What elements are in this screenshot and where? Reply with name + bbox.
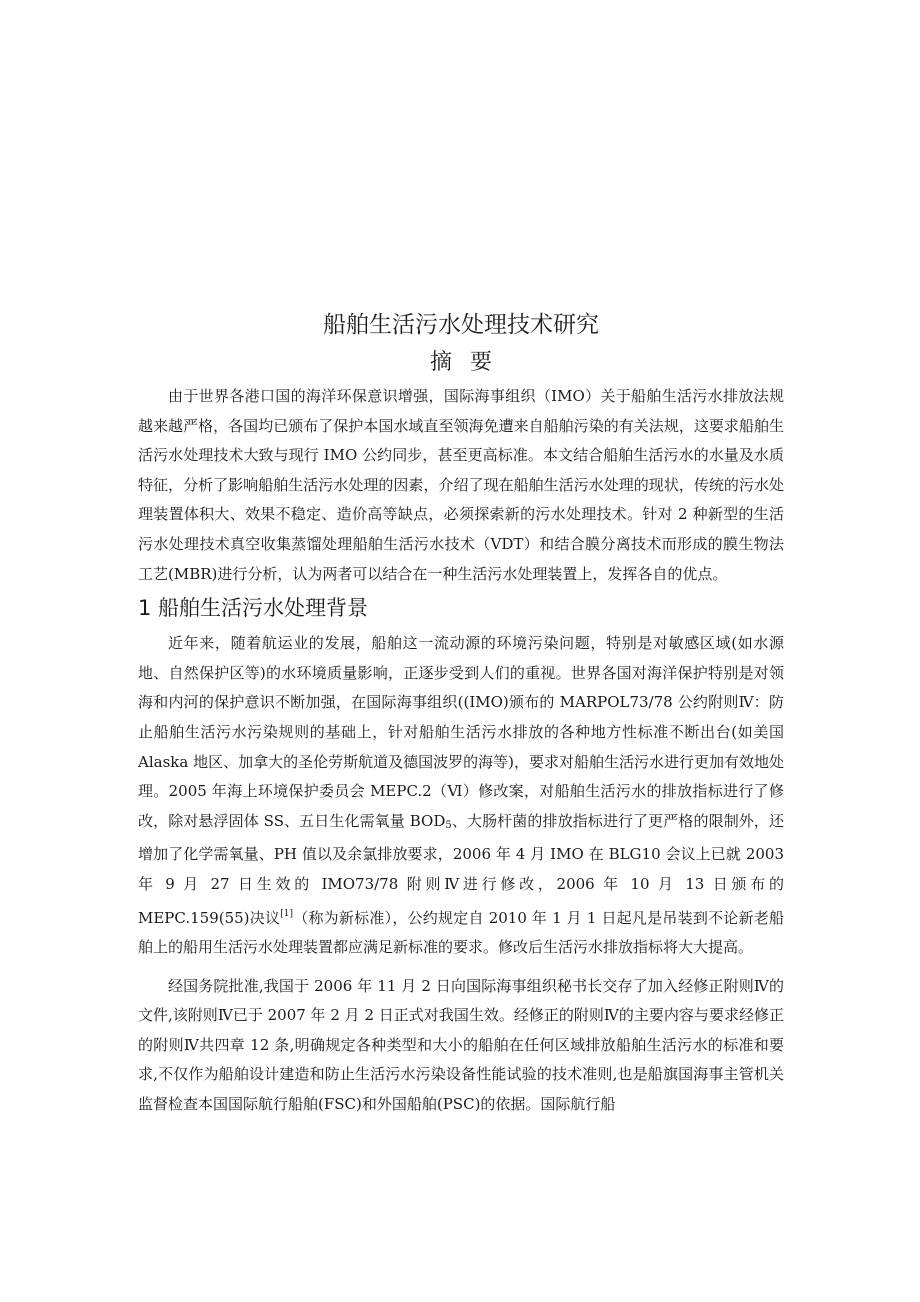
paragraph-text: 、大肠杆菌的排放指标进行了更严格的限制外，还增加了化学需氧量、PH 值以及余氯排放要求，2006 年 4 月 IMO 在 BLG10 会议上已就 2003 年 9 月 27 日生效的 IMO73/78 附则Ⅳ进行修改，2006 年 10 月 13 日颁布的 MEPC.159(55)决议 xyxy=(138,811,784,927)
document-title: 船舶生活污水处理技术研究 xyxy=(323,312,599,338)
paragraph-text: （称为新标准），公约规定自 2010 年 1 月 1 日起凡是吊装到不论新老船舶上的船用生活污水处理装置都应满足新标准的要求。修改后生活污水排放指标将大大提高。 xyxy=(138,908,784,957)
section-1-paragraph-2: 经国务院批准,我国于 2006 年 11 月 2 日向国际海事组织秘书长交存了加入经修正附则Ⅳ的文件,该附则Ⅳ已于 2007 年 2 月 2 日正式对我国生效。经修正的附则Ⅳ的主要内容与要求经修正的附则Ⅳ共四章 12 条,明确规定各种类型和大小的船舶在任何区域排放船舶生活污水的标准和要求,不仅作为船舶设计建造和防止生活污水污染设备性能试验的技术准则,也是船旗国海事主管机关监督检查本国国际航行船舶(FSC)和外国船舶(PSC)的依据。国际航行船 xyxy=(138,976,784,1114)
section-1-paragraph-1 xyxy=(138,629,784,963)
subscript: 5 xyxy=(445,819,452,831)
paragraph-text: 近年来，随着航运业的发展，船舶这一流动源的环境污染问题，特别是对敏感区域(如水源地、自然保护区等)的水环境质量影响，正逐步受到人们的重视。世界各国对海洋保护特别是对领海和内河的保护意识不断加强，在国际海事组织((IMO)颁布的 MARPOL73/78 公约附则Ⅳ：防止船舶生活污水污染规则的基础上，针对船舶生活污水排放的各种地方性标准不断出台(如美国 Alaska 地区、加拿大的圣伦劳斯航道及德国波罗的海等)，要求对船舶生活污水进行更加有效地处理。2005 年海上环境保护委员会 MEPC.2（Ⅵ）修改案，对船舶生活污水的排放指标进行了修改，除对悬浮固体 SS、五日生化需氧量 BOD xyxy=(138,634,784,830)
abstract-paragraph: 由于世界各港口国的海洋环保意识增强，国际海事组织（IMO）关于船舶生活污水排放法规越来越严格，各国均已颁布了保护本国水域直至领海免遭来自船舶污染的有关法规，这要求船舶生活污水处理技术大致与现行 IMO 公约同步，甚至更高标准。本文结合船舶生活污水的水量及水质特征，分析了影响船舶生活污水处理的因素，介绍了现在船舶生活污水处理的现状，传统的污水处理装置体积大、效果不稳定、造价高等缺点，必须探索新的污水处理技术。针对 2 种新型的生活污水处理技术真空收集蒸馏处理船舶生活污水技术（VDT）和结合膜分离技术而形成的膜生物法工艺(MBR)进行分析，认为两者可以结合在一种生活污水处理装置上，发挥各自的优点。 xyxy=(138,387,784,583)
document-page xyxy=(138,308,784,1120)
citation-reference: [1] xyxy=(280,908,293,919)
section-1-heading: 1 船舶生活污水处理背景 xyxy=(138,596,369,621)
abstract-heading: 摘要 xyxy=(429,350,510,375)
